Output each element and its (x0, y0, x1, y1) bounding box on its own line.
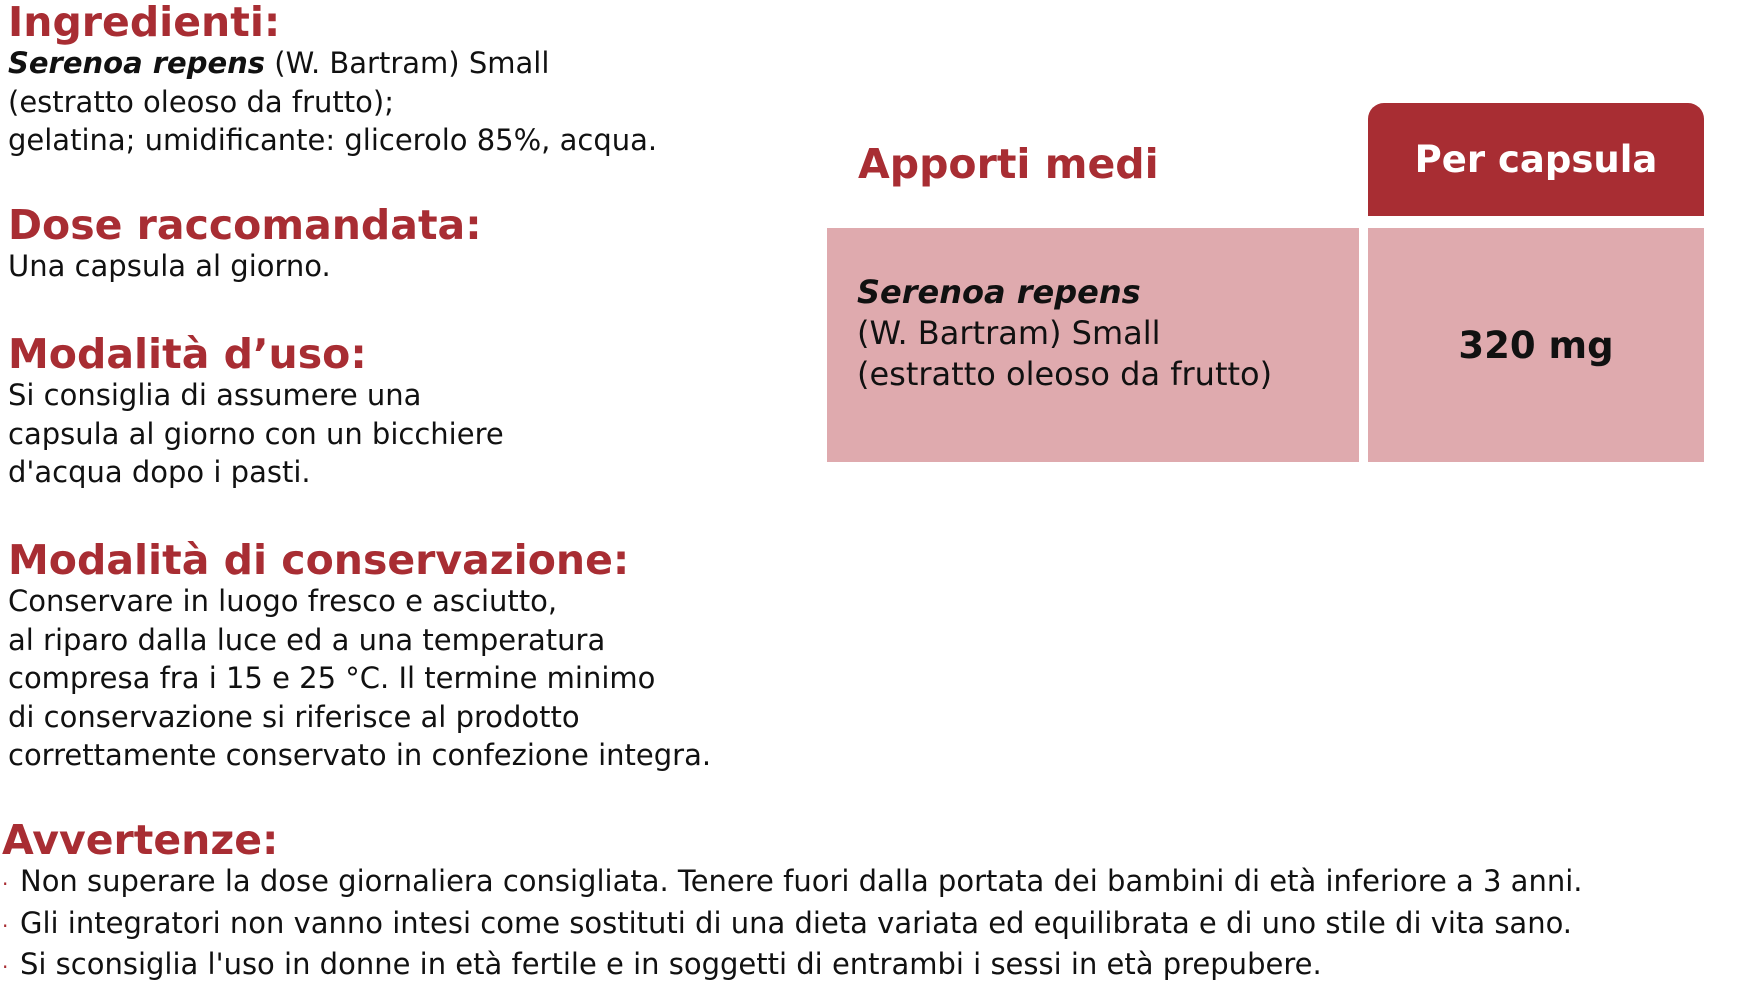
usage-line: Si consiglia di assumere una (8, 378, 422, 412)
warning-text: Gli integratori non vanno intesi come sostituti di una dieta variata ed equilibrata e di uno stile di vita sano. (20, 905, 1573, 940)
table-title: Apporti medi (858, 140, 1159, 188)
ingredients-heading: Ingredienti: (8, 0, 281, 46)
warnings-list (2, 862, 1583, 987)
warnings-heading: Avvertenze: (2, 816, 279, 864)
storage-line: Conservare in luogo fresco e asciutto, (8, 584, 558, 618)
warning-text: Non superare la dose giornaliera consigliata. Tenere fuori dalla portata dei bambini di età inferiore a 3 anni. (20, 864, 1583, 898)
storage-line: compresa fra i 15 e 25 °C. Il termine minimo (8, 661, 656, 695)
warnings-section (2, 818, 1583, 987)
ingredients-species: Serenoa repens (8, 46, 266, 80)
table-ingredient-cell (827, 228, 1359, 462)
bullet-icon: · (2, 913, 9, 938)
warning-text: Si sconsiglia l'uso in donne in età fertile e in soggetti di entrambi i sessi in età prepubere. (20, 947, 1322, 981)
storage-section (8, 538, 711, 775)
usage-heading: Modalità d’uso: (8, 330, 367, 378)
bullet-icon: · (2, 955, 9, 979)
warning-item (2, 945, 1583, 987)
warning-item (2, 904, 1583, 946)
usage-section (8, 332, 504, 492)
storage-line: correttamente conservato in confezione integra. (8, 738, 712, 772)
storage-line: al riparo dalla luce ed a una temperatura (8, 622, 606, 657)
dose-section (8, 203, 482, 286)
ingredients-author: (W. Bartram) Small (265, 46, 550, 80)
usage-line: d'acqua dopo i pasti. (8, 455, 311, 489)
table-column-header: Per capsula (1368, 103, 1704, 216)
dose-text: Una capsula al giorno. (8, 249, 331, 283)
table-ingredient-note: (estratto oleoso da frutto) (857, 355, 1273, 393)
storage-line: di conservazione si riferisce al prodotto (8, 699, 580, 734)
table-ingredient-author: (W. Bartram) Small (857, 314, 1161, 352)
warning-item (2, 862, 1583, 904)
usage-line: capsula al giorno con un bicchiere (8, 416, 504, 451)
ingredients-section (8, 0, 657, 160)
table-value-cell: 320 mg (1368, 228, 1704, 462)
storage-heading: Modalità di conservazione: (8, 536, 630, 584)
ingredients-line-2: (estratto oleoso da frutto); (8, 84, 394, 119)
dose-heading: Dose raccomandata: (8, 201, 482, 249)
table-ingredient-species: Serenoa repens (857, 273, 1141, 311)
bullet-icon: · (2, 872, 9, 896)
ingredients-line-1 (8, 44, 657, 83)
ingredients-line-3: gelatina; umidificante: glicerolo 85%, acqua. (8, 123, 658, 157)
